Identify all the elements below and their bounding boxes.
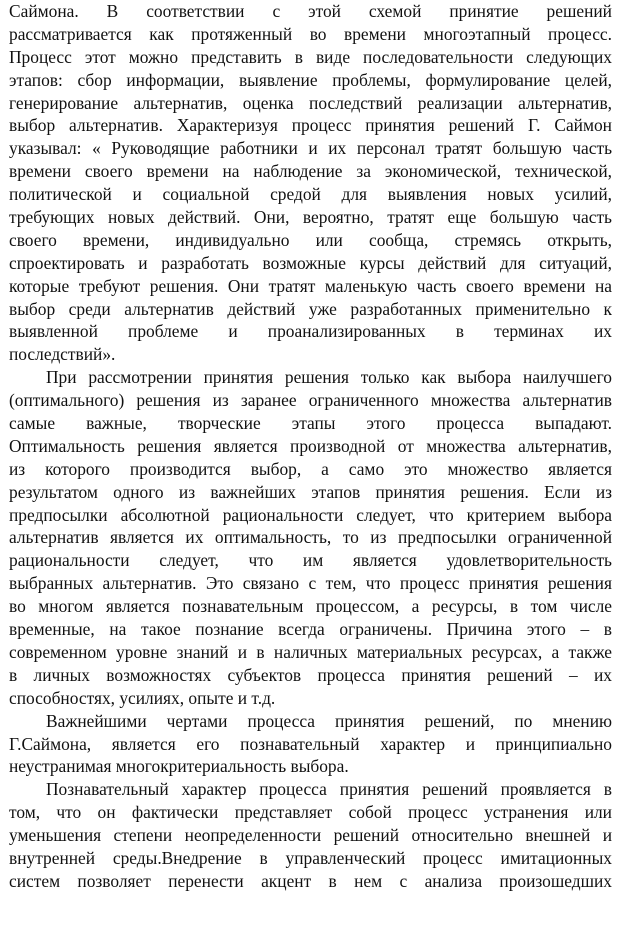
text-line: своего времени, индивидуально или сообща, стремясь открыть,: [9, 229, 612, 250]
text-line-first: Важнейшими чертами процесса принятия решений, по мнению: [46, 710, 612, 731]
text-line: Оптимальность решения является производной от множества альтернатив,: [9, 435, 612, 456]
text-line: рассматривается как протяженный во времени многоэтапный процесс.: [9, 23, 612, 44]
text-line: систем позволяет перенести акцент в нем с анализа произошедших: [9, 870, 612, 891]
text-line: генерирование альтернатив, оценка последствий реализации альтернатив,: [9, 92, 612, 113]
text-line: выявленной проблеме и проанализированных в терминах их: [9, 321, 612, 342]
text-line: предпосылки абсолютной рациональности следует, что критерием выбора: [9, 504, 612, 525]
text-line: указывал: « Руководящие работники и их персонал тратят большую часть: [9, 138, 612, 159]
paragraph-2: [9, 366, 612, 709]
text-line-last: способностях, усилиях, опыте и т.д.: [9, 687, 276, 708]
text-line: самые важные, творческие этапы этого процесса выпадают.: [9, 413, 612, 434]
text-line: Саймона. В соответствии с этой схемой принятие решений: [9, 1, 612, 21]
text-line: выбор альтернатив. Характеризуя процесс принятия решений Г. Саймон: [9, 115, 612, 136]
text-line: том, что он фактически представляет собой процесс устранения или: [9, 802, 612, 823]
text-line: выбор среди альтернатив действий уже разработанных применительно к: [9, 298, 612, 319]
text-line: требующих новых действий. Они, вероятно, тратят еще большую часть: [9, 207, 612, 228]
text-line: (оптимального) решения из заранее ограниченного множества альтернатив: [9, 390, 612, 411]
text-line: которые требуют решения. Они тратят маленькую часть своего времени на: [9, 275, 612, 296]
text-line: уменьшения степени неопределенности решений относительно внешней и: [9, 825, 612, 846]
text-line-last: неустранимая многокритериальность выбора.: [9, 756, 349, 777]
paragraph-3: [9, 710, 612, 779]
paragraph-1: [9, 0, 612, 366]
text-line-last: последствий».: [9, 344, 116, 365]
text-line: рациональности следует, что им является удовлетворительность: [9, 550, 612, 571]
text-line: этапов: сбор информации, выявление проблемы, формулирование целей,: [9, 69, 612, 90]
text-line: Г.Саймона, является его познавательный характер и принципиально: [9, 733, 612, 754]
text-line: выбранных альтернатив. Это связано с тем, что процесс принятия решения: [9, 573, 612, 594]
text-line: Процесс этот можно представить в виде последовательности следующих: [9, 46, 612, 67]
text-line: временные, на такое познание всегда ограничены. Причина этого – в: [9, 619, 612, 640]
text-line: в личных возможностях субъектов процесса принятия решений – их: [9, 664, 612, 685]
text-line: альтернатив является их оптимальность, то из предпосылки ограниченной: [9, 527, 612, 548]
text-line-first: Познавательный характер процесса принятия решений проявляется в: [46, 779, 612, 800]
text-line: во многом является познавательным процессом, а ресурсы, в том числе: [9, 596, 612, 617]
text-line: из которого производится выбор, а само это множество является: [9, 458, 612, 479]
text-line: внутренней среды.Внедрение в управленческий процесс имитационных: [9, 847, 612, 868]
document-page: [9, 0, 612, 893]
text-line: спроектировать и разработать возможные курсы действий для ситуаций,: [9, 252, 612, 273]
text-line: результатом одного из важнейших этапов принятия решения. Если из: [9, 481, 612, 502]
paragraph-4: [9, 778, 612, 892]
text-line-first: При рассмотрении принятия решения только как выбора наилучшего: [46, 367, 612, 388]
text-line: современном уровне знаний и в наличных материальных ресурсах, а также: [9, 641, 612, 662]
text-line: политической и социальной средой для выявления новых усилий,: [9, 184, 612, 205]
text-line: времени своего времени на наблюдение за экономической, технической,: [9, 161, 612, 182]
